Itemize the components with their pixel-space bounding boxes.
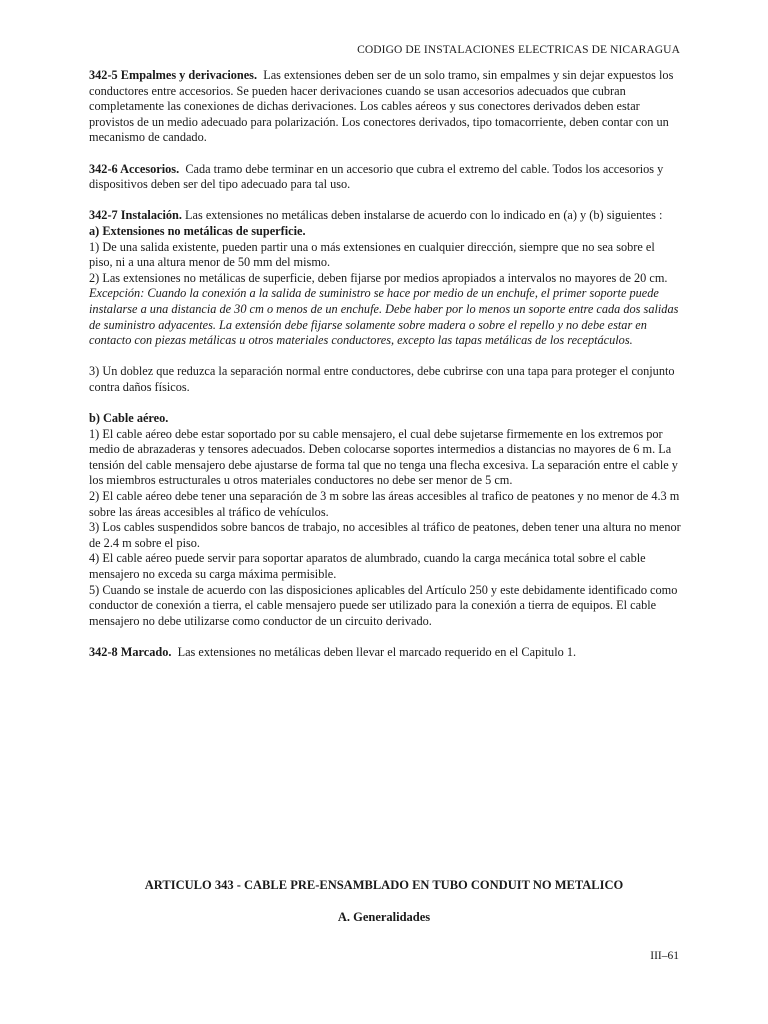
list-item: 4) El cable aéreo puede servir para soportar aparatos de alumbrado, cuando la carga mecánica total sobre el cable mensajero no exceda su carga máxima permisible. bbox=[89, 551, 646, 581]
section-text: Las extensiones no metálicas deben instalarse de acuerdo con lo indicado en (a) y (b) siguientes : bbox=[185, 208, 663, 223]
list-item: 2) Las extensiones no metálicas de superficie, deben fijarse por medios apropiados a intervalos no mayores de 20 cm. bbox=[89, 270, 668, 285]
section-heading: 342-7 Instalación. bbox=[89, 208, 182, 223]
list-item: 1) El cable aéreo debe estar soportado por su cable mensajero, el cual debe sujetarse firmemente en los extremos por medio de abrazaderas y tensores adecuados. Deben colocarse soportes intermedios a distancias no mayores de 6 m. La tensión del cable mensajero debe ajustarse de forma tal que no tenga una flecha excesiva. La separación entre el cable y los miembros estructurales u otros materiales conductores no debe ser menor de 5 cm. bbox=[89, 426, 678, 488]
list-item: 5) Cuando se instale de acuerdo con las disposiciones aplicables del Artículo 250 y este debidamente identificado como conductor de conexión a tierra, el cable mensajero puede ser utilizado para la conexión a tierra de equipos. El cable mensajero no debe utilizarse como conductor de un circuito derivado. bbox=[89, 582, 678, 628]
document-body bbox=[89, 68, 681, 661]
section-heading: 342-6 Accesorios. bbox=[89, 161, 180, 176]
article-subtitle: A. Generalidades bbox=[337, 910, 431, 924]
section-text: Las extensiones no metálicas deben llevar el marcado requerido en el Capitulo 1. bbox=[177, 644, 577, 659]
running-header: CODIGO DE INSTALACIONES ELECTRICAS DE NICARAGUA bbox=[357, 44, 680, 56]
section-342-8 bbox=[89, 645, 681, 661]
list-item: 3) Los cables suspendidos sobre bancos de trabajo, no accesibles al tráfico de peatones, deben tener una altura no menor de 2.4 m sobre el piso. bbox=[89, 520, 681, 550]
section-342-6 bbox=[89, 162, 681, 193]
subsection-a-heading: a) Extensiones no metálicas de superficie. bbox=[89, 223, 306, 238]
section-text: Cada tramo debe terminar en un accesorio que cubra el extremo del cable. Todos los accesorios y dispositivos deben ser del tipo adecuado para tal uso. bbox=[89, 161, 664, 192]
section-342-7 bbox=[89, 208, 681, 224]
list-item: 3) Un doblez que reduzca la separación normal entre conductores, debe cubrirse con una tapa para proteger el conjunto contra daños físicos. bbox=[89, 364, 675, 394]
section-342-5 bbox=[89, 68, 681, 146]
article-title: ARTICULO 343 - CABLE PRE-ENSAMBLADO EN TUBO CONDUIT NO METALICO bbox=[144, 878, 624, 892]
section-heading: 342-5 Empalmes y derivaciones. bbox=[89, 68, 258, 82]
list-item: 2) El cable aéreo debe tener una separación de 3 m sobre las áreas accesibles al trafico de peatones y no menor de 4.3 m sobre las áreas accesibles al tráfico de vehículos. bbox=[89, 489, 680, 519]
section-text: Las extensiones deben ser de un solo tramo, sin empalmes y sin dejar expuestos los conductores entre accesorios. Se pueden hacer derivaciones cuando se usan accesorios adecuados que cubran completamente las conexiones de dichas derivaciones. Los cables aéreos y sus conectores derivados deben estar provistos de un medio adecuado para polarización. Los conectores derivados, tipo tomacorriente, deben contar con un mecanismo de candado. bbox=[89, 68, 674, 145]
exception-note: Excepción: Cuando la conexión a la salida de suministro se hace por medio de un enchufe, el primer soporte puede instalarse a una distancia de 30 cm o menos de un enchufe. Debe haber por lo menos un soporte entre cada dos salidas de suministro adyacentes. La extensión debe fijarse solamente sobre madera o sobre el repello y no debe estar en contacto con piezas metálicas u otros materiales conductores, excepto las tapas metálicas de los receptáculos. bbox=[89, 286, 679, 348]
section-heading: 342-8 Marcado. bbox=[89, 644, 172, 659]
list-item: 1) De una salida existente, pueden partir una o más extensiones en cualquier dirección, siempre que no sea sobre el piso, ni a una altura menor de 50 mm del mismo. bbox=[89, 239, 655, 270]
subsection-b-heading: b) Cable aéreo. bbox=[89, 411, 169, 426]
page-number: III–61 bbox=[650, 950, 679, 962]
